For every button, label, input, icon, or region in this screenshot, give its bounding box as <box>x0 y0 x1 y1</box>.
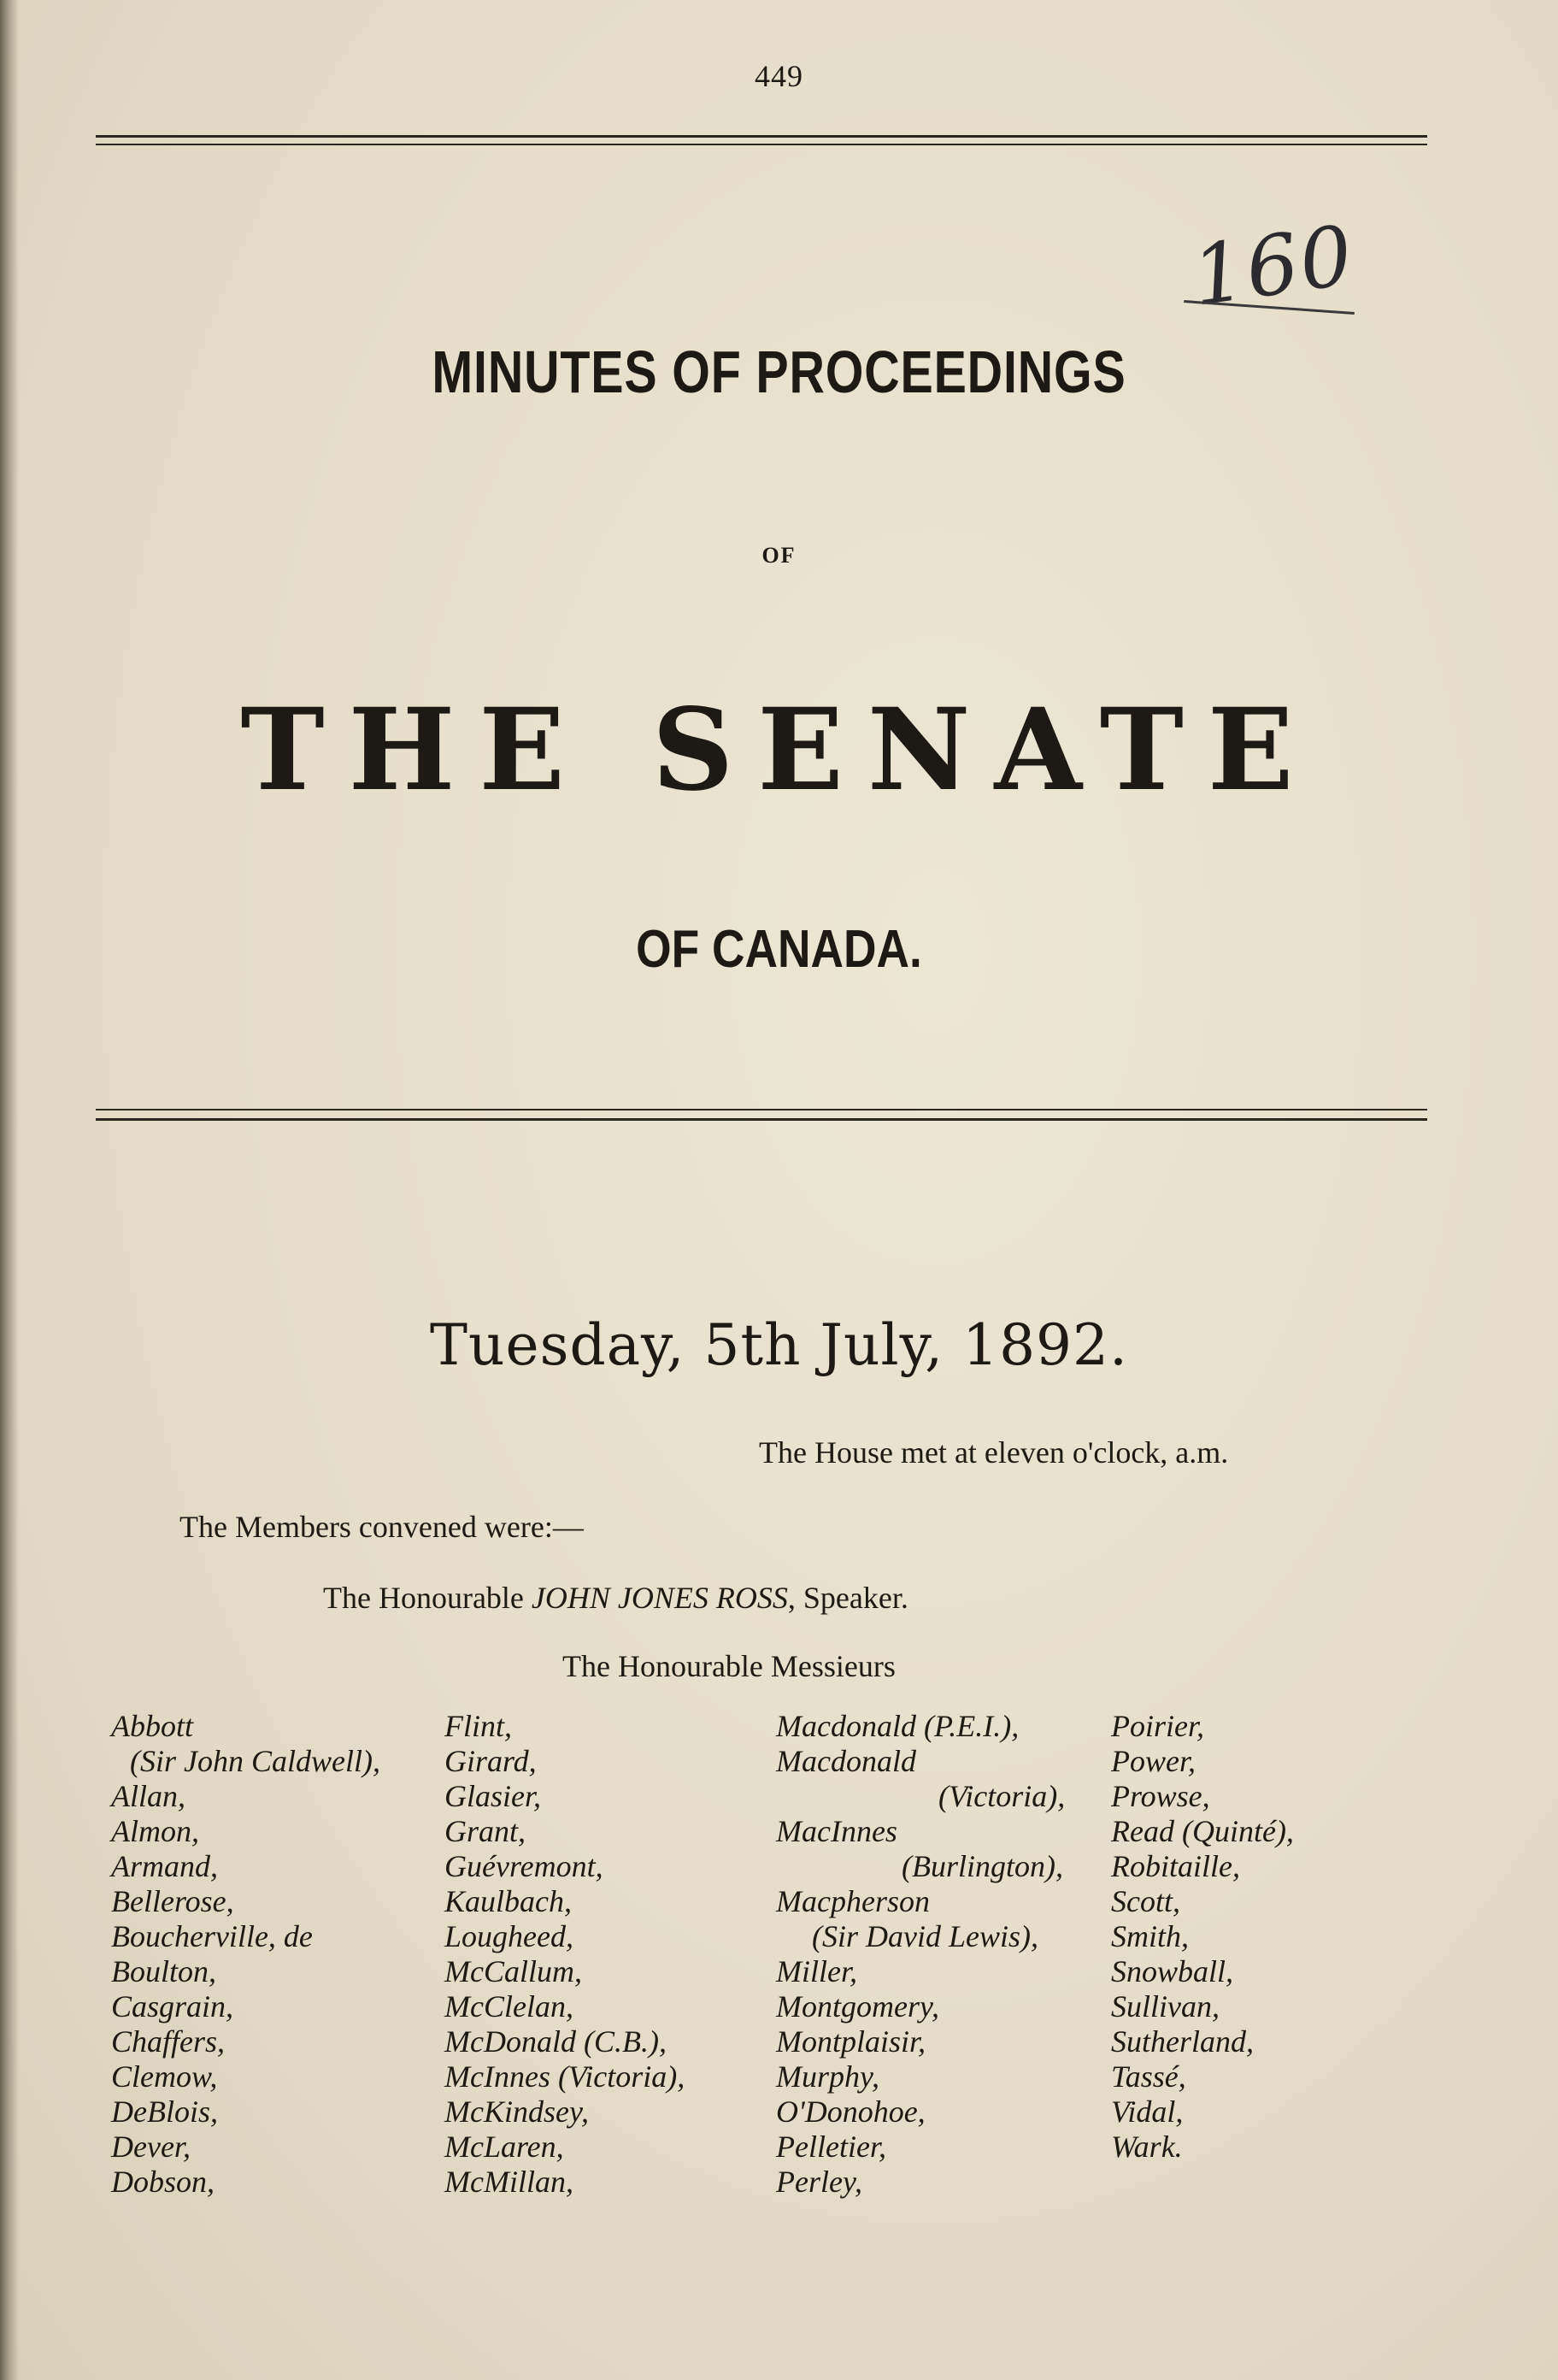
member-name: O'Donohoe, <box>776 2094 926 2129</box>
binding-shadow <box>0 0 19 2380</box>
member-name: Sutherland, <box>1111 2024 1254 2059</box>
mid-rule-1 <box>96 1109 1427 1110</box>
member-name: McClelan, <box>444 1989 573 2024</box>
member-name: Boucherville, de <box>111 1919 313 1953</box>
member-name: Allan, <box>111 1779 185 1813</box>
member-name: McKindsey, <box>444 2094 589 2129</box>
member-name: McInnes (Victoria), <box>444 2059 685 2094</box>
member-name: Girard, <box>444 1744 537 1778</box>
member-name: Glasier, <box>444 1779 542 1813</box>
member-name: Vidal, <box>1111 2094 1184 2129</box>
member-name: McLaren, <box>444 2130 564 2164</box>
member-name: Murphy, <box>776 2059 879 2094</box>
member-name: Montgomery, <box>776 1989 939 2024</box>
speaker-prefix: The Honourable <box>323 1581 532 1615</box>
member-name: Power, <box>1111 1744 1196 1778</box>
member-name: Abbott <box>111 1709 193 1743</box>
member-name: Wark. <box>1111 2130 1183 2164</box>
member-name: Macpherson <box>776 1884 930 1918</box>
speaker-line <box>323 1580 908 1616</box>
title-senate: THE SENATE <box>240 684 1318 816</box>
member-name: Flint, <box>444 1709 512 1743</box>
member-name: Macdonald (P.E.I.), <box>776 1709 1020 1743</box>
member-name: Robitaille, <box>1111 1849 1240 1883</box>
speaker-name: JOHN JONES ROSS <box>531 1581 788 1615</box>
top-rule-2 <box>96 144 1427 145</box>
member-name: Guévremont, <box>444 1849 603 1883</box>
member-name: Almon, <box>111 1814 199 1848</box>
members-convened-line: The Members convened were:— <box>179 1510 584 1544</box>
member-name: Dobson, <box>111 2165 215 2199</box>
member-name: Kaulbach, <box>444 1884 572 1918</box>
member-name: Boulton, <box>111 1954 216 1988</box>
member-name: McCallum, <box>444 1954 582 1988</box>
member-name: McDonald (C.B.), <box>444 2024 667 2059</box>
member-name: Pelletier, <box>776 2130 886 2164</box>
speaker-suffix: , Speaker. <box>787 1581 908 1615</box>
member-name: Smith, <box>1111 1919 1190 1953</box>
member-name: Dever, <box>111 2130 191 2164</box>
messieurs-heading: The Honourable Messieurs <box>562 1649 896 1683</box>
member-name: Poirier, <box>1111 1709 1205 1743</box>
member-name: Montplaisir, <box>776 2024 926 2059</box>
date-heading: Tuesday, 5th July, 1892. <box>429 1312 1129 1378</box>
member-name: Bellerose, <box>111 1884 234 1918</box>
member-name: Miller, <box>776 1954 857 1988</box>
member-name: Read (Quinté), <box>1111 1814 1294 1848</box>
handwritten-number: 160 <box>1186 207 1361 325</box>
member-name: (Victoria), <box>938 1779 1066 1813</box>
top-rule-1 <box>96 135 1427 138</box>
member-name: Tassé, <box>1111 2059 1186 2094</box>
member-name: (Sir David Lewis), <box>812 1919 1038 1953</box>
member-name: Grant, <box>444 1814 526 1848</box>
title-canada: OF CANADA. <box>636 920 922 979</box>
title-minutes: MINUTES OF PROCEEDINGS <box>432 339 1126 405</box>
member-name: Casgrain, <box>111 1989 234 2024</box>
member-name: Scott, <box>1111 1884 1180 1918</box>
house-met-line: The House met at eleven o'clock, a.m. <box>759 1435 1229 1470</box>
member-name: Perley, <box>776 2165 862 2199</box>
mid-rule-2 <box>96 1118 1427 1121</box>
member-name: Armand, <box>111 1849 218 1883</box>
member-name: McMillan, <box>444 2165 573 2199</box>
member-name: Snowball, <box>1111 1954 1234 1988</box>
member-name: DeBlois, <box>111 2094 218 2129</box>
member-name: Macdonald <box>776 1744 916 1778</box>
member-name: (Sir John Caldwell), <box>130 1744 380 1778</box>
member-name: Lougheed, <box>444 1919 573 1953</box>
title-of: OF <box>761 543 797 568</box>
member-name: (Burlington), <box>902 1849 1063 1883</box>
member-name: MacInnes <box>776 1814 897 1848</box>
member-name: Prowse, <box>1111 1779 1210 1813</box>
member-name: Sullivan, <box>1111 1989 1220 2024</box>
page-number: 449 <box>755 59 803 93</box>
member-name: Clemow, <box>111 2059 218 2094</box>
member-name: Chaffers, <box>111 2024 226 2059</box>
